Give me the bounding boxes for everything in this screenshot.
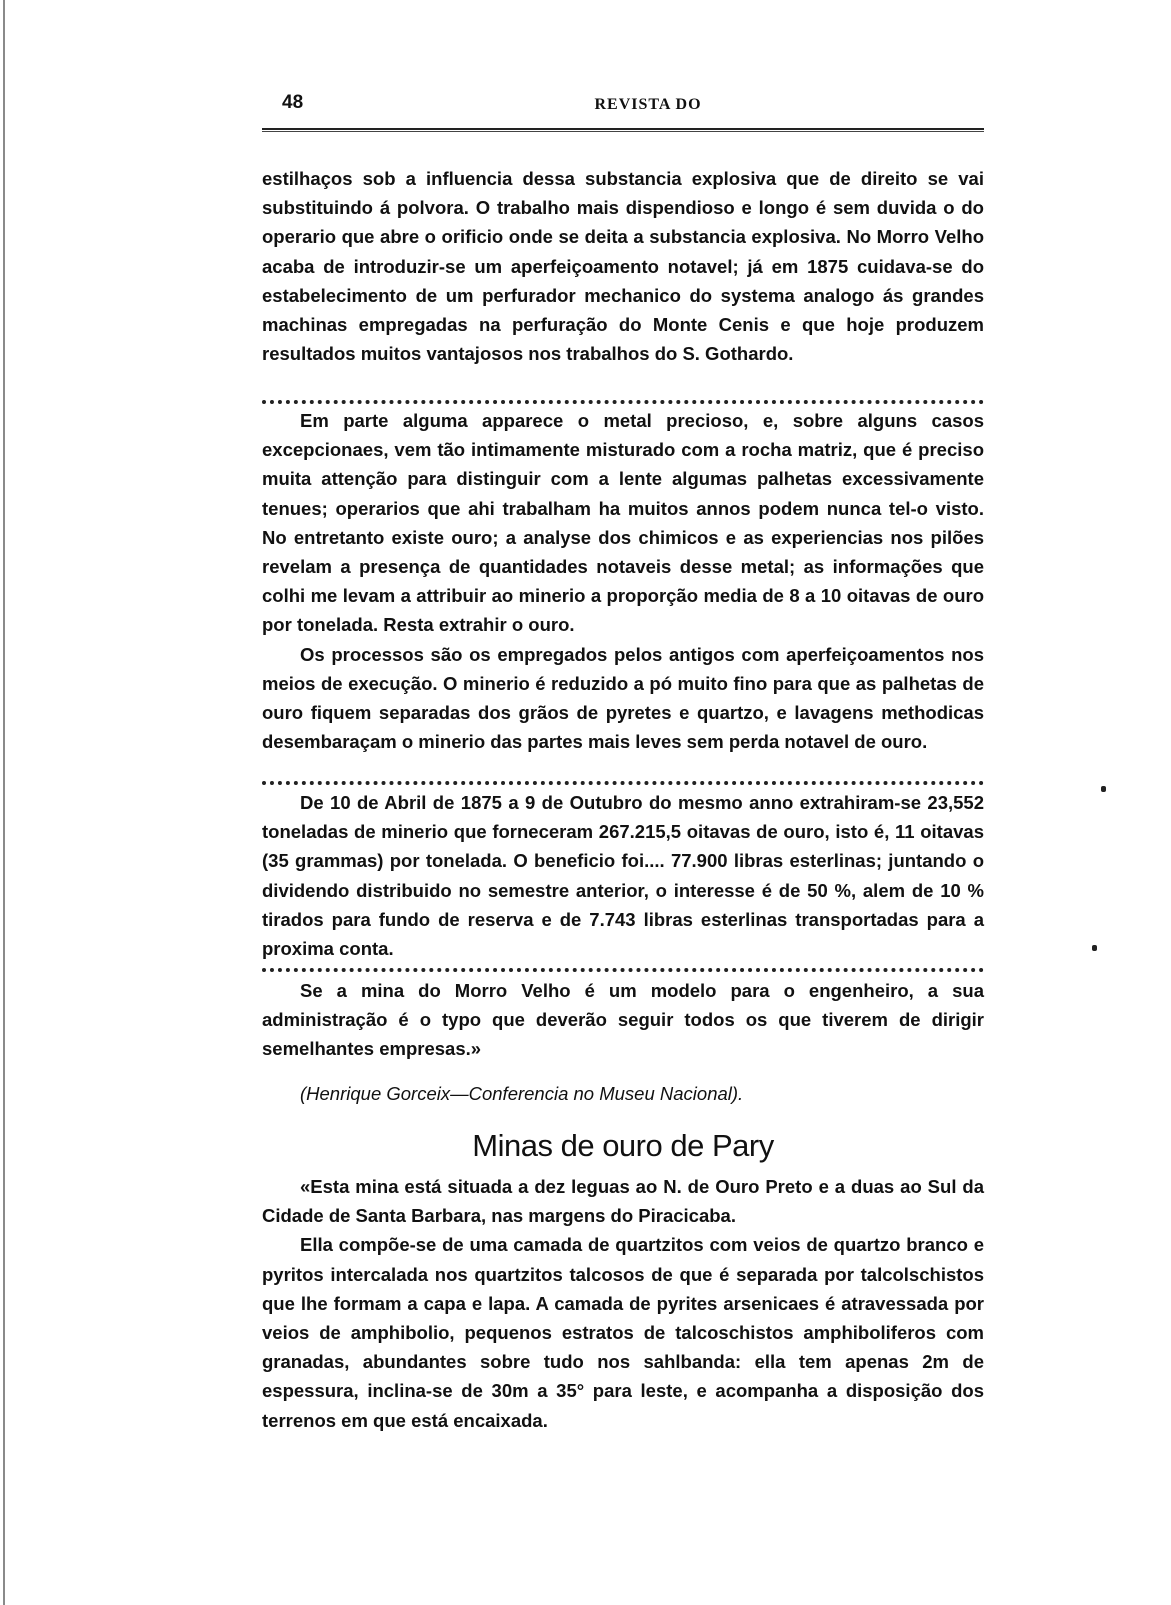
paragraph: De 10 de Abril de 1875 a 9 de Outubro do mesmo anno extrahiram-se 23,552 toneladas de minerio que forneceram 267.215,5 oitavas de ouro, isto é, 11 oitavas (35 grammas) por tonelada. O beneficio foi.... 77.900 libras esterlinas; juntando o dividendo distribuido no semestre anterior, o interesse é de 50 %, alem de 10 % tirados para fundo de reserva e de 7.743 libras esterlinas transportadas para a proxima conta. xyxy=(262,792,984,960)
paragraph-block-2 xyxy=(262,406,984,756)
ink-speck xyxy=(1101,786,1106,792)
paragraph: Os processos são os empregados pelos antigos com aperfeiçoamentos nos meios de execução. O minerio é reduzido a pó muito fino para que as palhetas de ouro fiquem separadas dos grãos de pyretes e quartzo, e lavagens methodicas desembaraçam o minerio das partes mais leves sem perda notavel de ouro. xyxy=(262,643,984,753)
section-body xyxy=(262,1172,984,1435)
paragraph: «Esta mina está situada a dez leguas ao N. de Ouro Preto e a duas ao Sul da Cidade de Santa Barbara, nas margens do Piracicaba. xyxy=(262,1176,984,1227)
paragraph: Em parte alguma apparece o metal precioso, e, sobre alguns casos excepcionaes, vem tão intimamente misturado com a rocha matriz, que é preciso muita attenção para distinguir com a lente algumas palhetas excessivamente tenues; operarios que ahi trabalham ha muitos annos podem nunca tel-o visto. No entretanto existe ouro; a analyse dos chimicos e as experiencias nos pilões revelam a presença de quantidades notaveis desse metal; as informações que colhi me levam a attribuir ao minerio a proporção media de 8 a 10 oitavas de ouro por tonelada. Resta extrahir o ouro. xyxy=(262,410,984,636)
paragraph-block-1 xyxy=(262,164,984,368)
paragraph-block-3 xyxy=(262,788,984,963)
section-title: Minas de ouro de Pary xyxy=(472,1128,774,1163)
paragraph-block-4 xyxy=(262,976,984,1064)
ink-speck xyxy=(1092,945,1097,951)
header-rule xyxy=(262,128,984,132)
paragraph: Ella compõe-se de uma camada de quartzitos com veios de quartzo branco e pyritos intercalada nos quartzitos talcosos de que é separada por talcolschistos que lhe formam a capa e lapa. A camada de pyrites arsenicaes é atravessada por veios de amphibolio, pequenos estratos de talcoschistos amphiboliferos com granadas, abundantes sobre tudo nos sahlbanda: ella tem apenas 2m de espessura, inclina-se de 30m a 35° para leste, e acompanha a disposição dos terrenos em que está encaixada. xyxy=(262,1234,984,1431)
paragraph: estilhaços sob a influencia dessa substancia explosiva que de direito se vai substituindo á polvora. O trabalho mais dispendioso e longo é sem duvida o do operario que abre o orificio onde se deita a substancia explosiva. No Morro Velho acaba de introduzir-se um aperfeiçoamento notavel; já em 1875 cuidava-se do estabelecimento de um perfurador mechanico do systema analogo ás grandes machinas empregadas na perfuração do Monte Cenis e que hoje produzem resultados muitos vantajosos nos trabalhos do S. Gothardo. xyxy=(262,168,984,365)
running-head: REVISTA DO xyxy=(594,96,702,113)
citation: (Henrique Gorceix—Conferencia no Museu Nacional). xyxy=(300,1083,744,1104)
paragraph: Se a mina do Morro Velho é um modelo para o engenheiro, a sua administração é o typo que deverão seguir todos os que tiverem de dirigir semelhantes empresas.» xyxy=(262,980,984,1060)
page-header xyxy=(262,92,984,132)
page-edge-rule xyxy=(3,0,5,1605)
page-number: 48 xyxy=(282,92,304,113)
